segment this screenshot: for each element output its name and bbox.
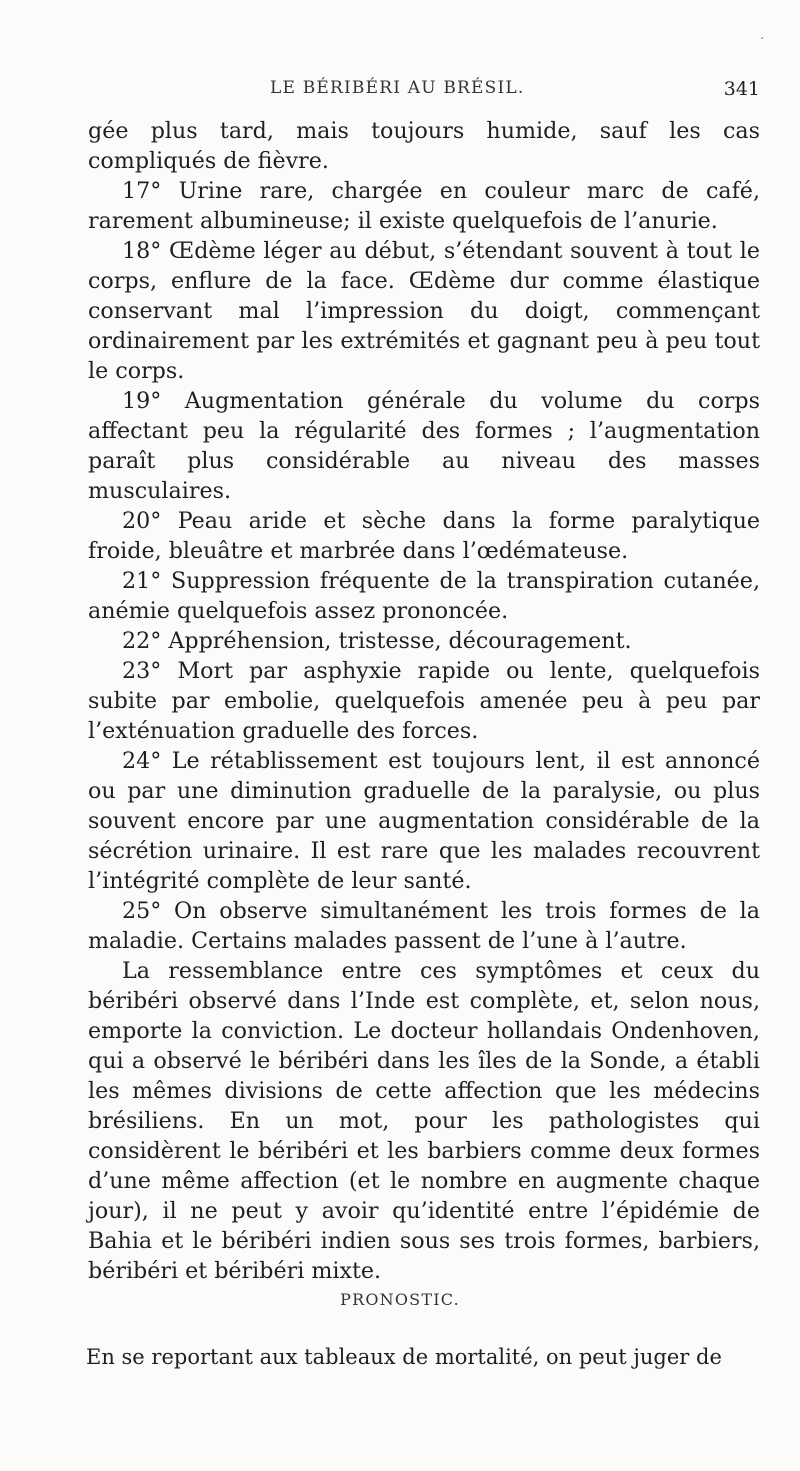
symptom-23: 23° Mort par asphyxie rapide ou lente, quelquefois subite par embolie, quelquefois amenée peu à peu par l’exténuation graduelle des forces.: [88, 658, 760, 744]
section-heading-pronostic: PRONOSTIC.: [340, 1290, 460, 1309]
symptom-18: 18° Œdème léger au début, s’étendant souvent à tout le corps, enflure de la face. Œdème dur comme élastique conservant mal l’impression du doigt, commençant ordinairement par les extrémités et gagnant peu à peu tout le corps.: [88, 238, 760, 384]
symptom-22: 22° Appréhension, tristesse, découragement.: [122, 628, 632, 654]
page-mark: .: [760, 28, 764, 42]
section-first-line: En se reportant aux tableaux de mortalité, on peut juger de: [86, 1345, 722, 1369]
page-number: 341: [723, 78, 760, 100]
main-text: [88, 116, 760, 1286]
symptom-24: 24° Le rétablissement est toujours lent, il est annoncé ou par une diminution graduelle de la paralysie, ou plus souvent encore par une augmentation considérable de la sécrétion urinaire. Il est rare que les malades recouvrent l’intégrité complète de leur santé.: [88, 748, 760, 894]
paragraph-continuation: gée plus tard, mais toujours humide, sauf les cas compliqués de fièvre.: [88, 118, 760, 174]
symptom-19: 19° Augmentation générale du volume du corps affectant peu la régularité des formes ; l’augmentation paraît plus considérable au niveau des masses musculaires.: [88, 388, 760, 504]
running-title: LE BÉRIBÉRI AU BRÉSIL.: [270, 78, 525, 98]
symptom-20: 20° Peau aride et sèche dans la forme paralytique froide, bleuâtre et marbrée dans l’œdémateuse.: [88, 508, 760, 564]
symptom-25: 25° On observe simultanément les trois formes de la maladie. Certains malades passent de l’une à l’autre.: [88, 898, 760, 954]
comparison-paragraph: La ressemblance entre ces symptômes et ceux du béribéri observé dans l’Inde est complète, et, selon nous, emporte la conviction. Le docteur hollandais Ondenhoven, qui a observé le béribéri dans les îles de la Sonde, a établi les mêmes divisions de cette affection que les médecins brésiliens. En un mot, pour les pathologistes qui considèrent le béribéri et les barbiers comme deux formes d’une même affection (et le nombre en augmente chaque jour), il ne peut y avoir qu’identité entre l’épidémie de Bahia et le béribéri indien sous ses trois formes, barbiers, béribéri et béribéri mixte.: [88, 958, 760, 1284]
symptom-17: 17° Urine rare, chargée en couleur marc de café, rarement albumineuse; il existe quelquefois de l’anurie.: [88, 178, 760, 234]
symptom-21: 21° Suppression fréquente de la transpiration cutanée, anémie quelquefois assez prononcée.: [88, 568, 760, 624]
running-head: [100, 78, 760, 106]
